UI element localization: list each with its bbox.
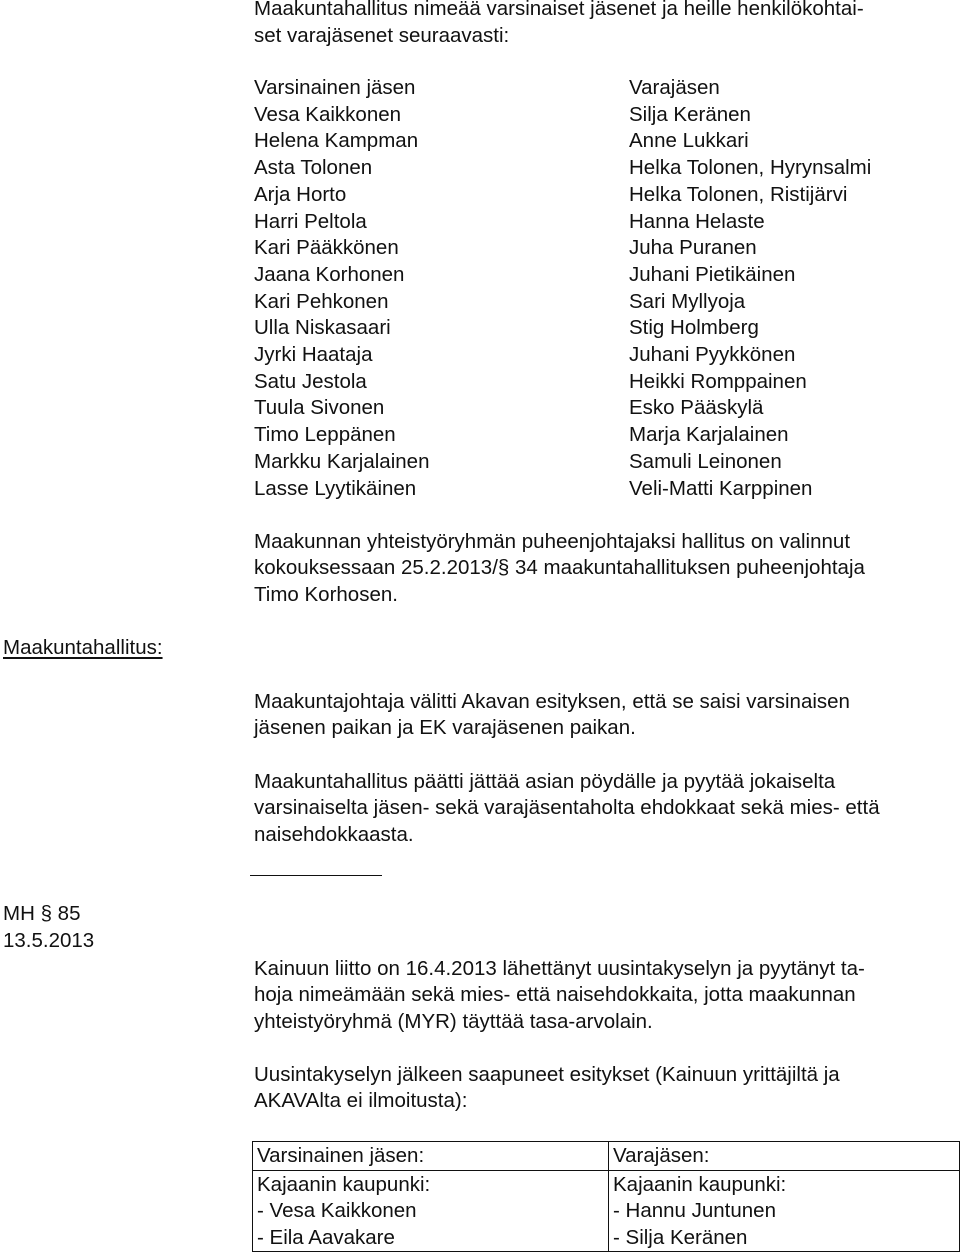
- members-right-header: Varajäsen: [629, 76, 720, 99]
- member-name: Jyrki Haataja: [254, 343, 373, 367]
- nominee-name: - Hannu Juntunen: [613, 1199, 776, 1222]
- inquiry-paragraph: [254, 956, 865, 1035]
- inquiry-line: Kainuun liitto on 16.4.2013 lähettänyt uusintakyselyn ja pyytänyt ta-: [254, 957, 865, 980]
- meeting-reference: [3, 901, 94, 954]
- chair-paragraph: [254, 529, 865, 608]
- section-divider: [250, 875, 382, 876]
- member-name: Helena Kampman: [254, 129, 419, 153]
- mh-date: 13.5.2013: [3, 928, 95, 952]
- proposals-paragraph: [254, 1062, 840, 1115]
- board-label-text: Maakuntahallitus:: [3, 636, 163, 659]
- member-name: Timo Leppänen: [254, 423, 396, 447]
- deputy-name: Stig Holmberg: [629, 316, 759, 340]
- decision-line: Maakuntajohtaja välitti Akavan esityksen, että se saisi varsinaisen: [254, 690, 850, 713]
- deputy-name: Silja Keränen: [629, 102, 751, 126]
- member-name: Satu Jestola: [254, 369, 367, 393]
- decision-paragraph-1: [254, 689, 850, 742]
- members-left-column: [254, 75, 429, 502]
- intro-line: Maakuntahallitus nimeää varsinaiset jäsenet ja heille henkilökohtai-: [254, 0, 864, 20]
- member-name: Tuula Sivonen: [254, 396, 385, 420]
- decision-line: jäsenen paikan ja EK varajäsenen paikan.: [254, 716, 636, 740]
- deputy-name: Marja Karjalainen: [629, 423, 789, 447]
- member-name: Asta Tolonen: [254, 156, 373, 180]
- member-name: Ulla Niskasaari: [254, 316, 391, 340]
- deputy-name: Juhani Pietikäinen: [629, 262, 796, 286]
- inquiry-line: yhteistyöryhmä (MYR) täyttää tasa-arvolain.: [254, 1009, 653, 1033]
- members-right-column: [629, 75, 871, 502]
- nominations-table: [252, 1141, 960, 1252]
- left-header: Varsinainen jäsen:: [257, 1144, 425, 1167]
- decision-line: Maakuntahallitus päätti jättää asian pöydälle ja pyytää jokaiselta: [254, 770, 836, 793]
- deputy-name: Esko Pääskylä: [629, 396, 764, 420]
- deputy-name: Hanna Helaste: [629, 209, 765, 233]
- proposals-line: Uusintakyselyn jälkeen saapuneet esitykset (Kainuun yrittäjiltä ja: [254, 1063, 840, 1086]
- member-name: Kari Pääkkönen: [254, 236, 399, 260]
- deputy-name: Helka Tolonen, Ristijärvi: [629, 182, 848, 206]
- member-name: Jaana Korhonen: [254, 262, 405, 286]
- deputy-name: Veli-Matti Karppinen: [629, 476, 813, 500]
- right-header: Varajäsen:: [613, 1144, 710, 1167]
- intro-line: set varajäsenet seuraavasti:: [254, 23, 510, 47]
- mh-number: MH § 85: [3, 902, 81, 925]
- chair-line: Timo Korhosen.: [254, 582, 398, 606]
- decision-paragraph-2: [254, 769, 880, 848]
- nominee-name: - Eila Aavakare: [257, 1225, 395, 1249]
- organization-label: Kajaanin kaupunki:: [257, 1172, 431, 1196]
- member-name: Vesa Kaikkonen: [254, 102, 402, 126]
- member-name: Lasse Lyytikäinen: [254, 476, 417, 500]
- member-name: Harri Peltola: [254, 209, 367, 233]
- chair-line: Maakunnan yhteistyöryhmän puheenjohtajaksi hallitus on valinnut: [254, 530, 851, 553]
- table-cell: [609, 1170, 960, 1252]
- member-name: Arja Horto: [254, 182, 347, 206]
- deputy-name: Samuli Leinonen: [629, 449, 782, 473]
- nominee-name: - Silja Keränen: [613, 1225, 748, 1249]
- table-cell: [253, 1170, 609, 1252]
- nominee-name: - Vesa Kaikkonen: [257, 1199, 417, 1222]
- deputy-name: Anne Lukkari: [629, 129, 749, 153]
- members-left-header: Varsinainen jäsen: [254, 76, 416, 99]
- table-header-cell: [253, 1142, 609, 1171]
- deputy-name: Helka Tolonen, Hyrynsalmi: [629, 156, 872, 180]
- deputy-name: Juhani Pyykkönen: [629, 343, 796, 367]
- table-row: [253, 1142, 960, 1171]
- member-name: Kari Pehkonen: [254, 289, 389, 313]
- inquiry-line: hoja nimeämään sekä mies- että naisehdokkaita, jotta maakunnan: [254, 983, 856, 1007]
- decision-line: naisehdokkaasta.: [254, 822, 414, 846]
- table-header-cell: [609, 1142, 960, 1171]
- chair-line: kokouksessaan 25.2.2013/§ 34 maakuntahallituksen puheenjohtaja: [254, 556, 865, 580]
- member-name: Markku Karjalainen: [254, 449, 430, 473]
- board-label: [3, 635, 163, 662]
- organization-label: Kajaanin kaupunki:: [613, 1172, 787, 1196]
- deputy-name: Sari Myllyoja: [629, 289, 746, 313]
- intro-paragraph: [254, 0, 864, 49]
- table-row: [253, 1170, 960, 1252]
- deputy-name: Juha Puranen: [629, 236, 757, 260]
- proposals-line: AKAVAlta ei ilmoitusta):: [254, 1089, 468, 1113]
- deputy-name: Heikki Romppainen: [629, 369, 807, 393]
- decision-line: varsinaiselta jäsen- sekä varajäsentaholta ehdokkaat sekä mies- että: [254, 796, 880, 820]
